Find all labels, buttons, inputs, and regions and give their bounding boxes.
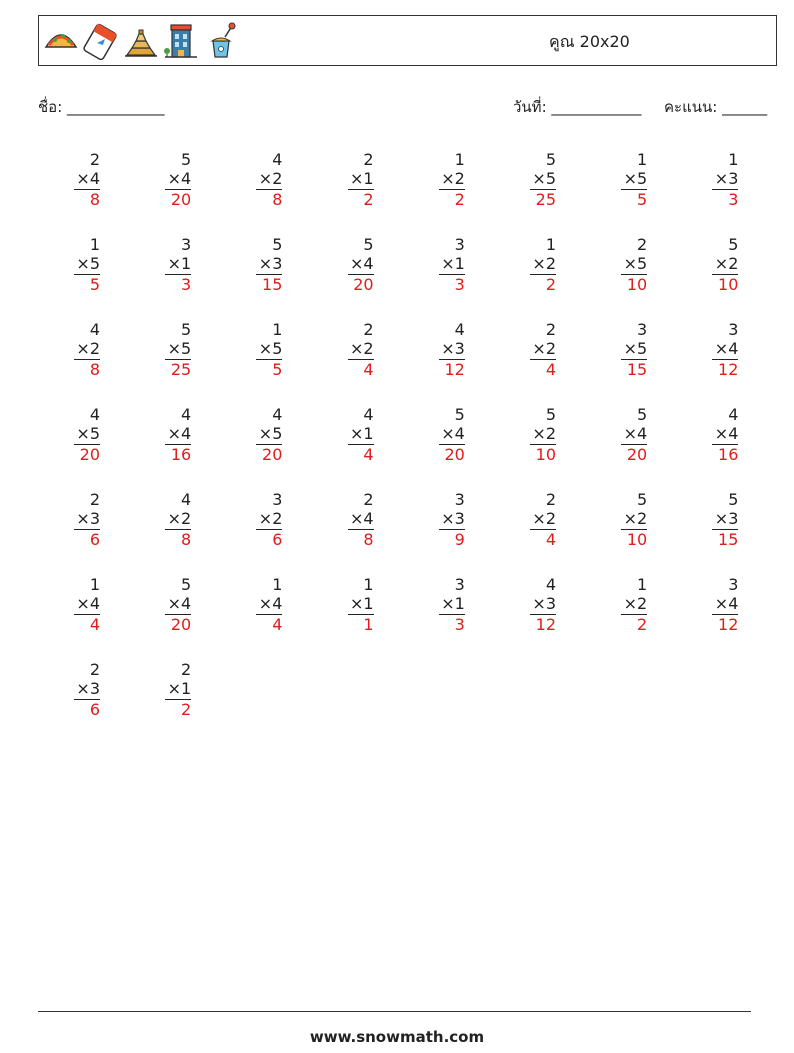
multiplier: ×5 bbox=[258, 339, 283, 358]
multiplicand: 3 bbox=[728, 575, 739, 594]
answer: 20 bbox=[170, 190, 192, 209]
multiplier: ×2 bbox=[532, 254, 556, 273]
problem-item bbox=[597, 575, 647, 634]
problem-item bbox=[232, 490, 282, 549]
answer: 4 bbox=[363, 445, 374, 464]
multiplicand: 3 bbox=[728, 320, 739, 339]
multiplier: ×2 bbox=[350, 339, 374, 358]
answer: 20 bbox=[262, 445, 283, 464]
multiplicand: 2 bbox=[363, 320, 374, 339]
multiplier: ×5 bbox=[76, 254, 100, 273]
answer: 8 bbox=[181, 530, 192, 549]
problem-item bbox=[688, 405, 738, 464]
multiplier: ×4 bbox=[350, 509, 374, 528]
problem-item bbox=[597, 320, 647, 379]
sand-bucket-icon bbox=[203, 21, 239, 63]
multiplier: ×3 bbox=[714, 169, 739, 188]
multiplicand: 3 bbox=[454, 235, 465, 254]
multiplicand: 2 bbox=[545, 320, 556, 339]
multiplicand: 5 bbox=[272, 235, 283, 254]
answer: 4 bbox=[545, 530, 556, 549]
multiplicand: 3 bbox=[637, 320, 648, 339]
date-field: วันที่: ____________ bbox=[513, 98, 642, 116]
multiplier: ×4 bbox=[350, 254, 374, 273]
problem-item bbox=[141, 235, 191, 294]
multiplicand: 5 bbox=[181, 320, 192, 339]
problem-item bbox=[232, 150, 282, 209]
multiplicand: 1 bbox=[89, 575, 100, 594]
multiplier: ×3 bbox=[76, 679, 100, 698]
answer: 25 bbox=[170, 360, 192, 379]
multiplier: ×1 bbox=[167, 254, 192, 273]
problem-item bbox=[597, 405, 647, 464]
answer: 16 bbox=[170, 445, 192, 464]
footer-site: www.snowmath.com bbox=[309, 1028, 485, 1046]
problem-item bbox=[324, 490, 374, 549]
multiplier: ×2 bbox=[258, 169, 283, 188]
multiplicand: 1 bbox=[272, 320, 283, 339]
problem-item bbox=[506, 405, 556, 464]
multiplier: ×3 bbox=[441, 509, 465, 528]
multiplicand: 4 bbox=[454, 320, 465, 339]
header-icons bbox=[43, 21, 239, 63]
problem-item bbox=[141, 575, 191, 634]
answer: 15 bbox=[718, 530, 739, 549]
multiplier: ×2 bbox=[258, 509, 283, 528]
answer: 4 bbox=[89, 615, 100, 634]
answer: 6 bbox=[89, 700, 100, 719]
answer: 15 bbox=[626, 360, 648, 379]
multiplier: ×2 bbox=[623, 509, 648, 528]
problem-item bbox=[688, 490, 738, 549]
multiplicand: 5 bbox=[728, 490, 739, 509]
problem-item bbox=[688, 235, 738, 294]
answer: 4 bbox=[363, 360, 374, 379]
multiplicand: 4 bbox=[89, 405, 100, 424]
score-field: คะแนน: ______ bbox=[664, 98, 768, 116]
multiplicand: 5 bbox=[637, 490, 648, 509]
answer: 6 bbox=[272, 530, 283, 549]
multiplier: ×3 bbox=[441, 339, 465, 358]
multiplier: ×3 bbox=[532, 594, 556, 613]
answer: 20 bbox=[353, 275, 374, 294]
problem-item bbox=[232, 575, 282, 634]
multiplicand: 5 bbox=[454, 405, 465, 424]
answer: 5 bbox=[89, 275, 100, 294]
answer: 15 bbox=[262, 275, 283, 294]
problem-item bbox=[232, 320, 282, 379]
multiplier: ×4 bbox=[714, 339, 739, 358]
multiplicand: 4 bbox=[272, 405, 283, 424]
answer: 12 bbox=[718, 615, 739, 634]
problem-item bbox=[597, 150, 647, 209]
problem-item bbox=[506, 150, 556, 209]
multiplicand: 5 bbox=[181, 575, 192, 594]
multiplicand: 5 bbox=[545, 150, 556, 169]
multiplicand: 1 bbox=[89, 235, 100, 254]
multiplier: ×2 bbox=[623, 594, 648, 613]
multiplier: ×1 bbox=[441, 594, 465, 613]
building-icon bbox=[163, 21, 199, 63]
problem-item bbox=[141, 660, 191, 719]
multiplier: ×2 bbox=[167, 509, 192, 528]
multiplier: ×2 bbox=[76, 339, 100, 358]
multiplier: ×4 bbox=[623, 424, 648, 443]
problem-item bbox=[688, 150, 738, 209]
problem-item bbox=[506, 320, 556, 379]
answer: 4 bbox=[272, 615, 283, 634]
answer: 25 bbox=[535, 190, 556, 209]
multiplicand: 2 bbox=[89, 150, 100, 169]
multiplicand: 4 bbox=[728, 405, 739, 424]
multiplier: ×3 bbox=[76, 509, 100, 528]
multiplier: ×1 bbox=[441, 254, 465, 273]
answer: 4 bbox=[545, 360, 556, 379]
multiplier: ×4 bbox=[167, 594, 192, 613]
problem-item bbox=[324, 235, 374, 294]
answer: 12 bbox=[718, 360, 739, 379]
multiplicand: 5 bbox=[545, 405, 556, 424]
answer: 9 bbox=[454, 530, 465, 549]
problem-item bbox=[415, 235, 465, 294]
answer: 10 bbox=[626, 530, 648, 549]
multiplicand: 1 bbox=[272, 575, 283, 594]
answer: 8 bbox=[89, 360, 100, 379]
multiplier: ×2 bbox=[714, 254, 739, 273]
problem-item bbox=[415, 490, 465, 549]
multiplicand: 4 bbox=[363, 405, 374, 424]
answer: 5 bbox=[637, 190, 648, 209]
multiplicand: 1 bbox=[728, 150, 739, 169]
taco-icon bbox=[43, 21, 79, 63]
pyramid-icon bbox=[123, 21, 159, 63]
answer: 2 bbox=[363, 190, 374, 209]
multiplicand: 2 bbox=[89, 660, 100, 679]
multiplier: ×5 bbox=[167, 339, 192, 358]
multiplier: ×5 bbox=[76, 424, 100, 443]
multiplier: ×3 bbox=[714, 509, 739, 528]
multiplicand: 2 bbox=[363, 490, 374, 509]
answer: 8 bbox=[363, 530, 374, 549]
multiplicand: 1 bbox=[363, 575, 374, 594]
problem-item bbox=[324, 575, 374, 634]
multiplicand: 2 bbox=[637, 235, 648, 254]
problem-item bbox=[597, 235, 647, 294]
multiplier: ×4 bbox=[76, 169, 100, 188]
problem-item bbox=[50, 150, 100, 209]
problem-item bbox=[415, 150, 465, 209]
multiplier: ×4 bbox=[76, 594, 100, 613]
answer: 3 bbox=[454, 275, 465, 294]
multiplier: ×4 bbox=[441, 424, 465, 443]
multiplier: ×1 bbox=[350, 424, 374, 443]
answer: 12 bbox=[444, 360, 465, 379]
multiplier: ×5 bbox=[258, 424, 283, 443]
multiplicand: 2 bbox=[545, 490, 556, 509]
multiplicand: 5 bbox=[728, 235, 739, 254]
answer: 8 bbox=[272, 190, 283, 209]
multiplicand: 1 bbox=[545, 235, 556, 254]
answer: 10 bbox=[535, 445, 556, 464]
problem-item bbox=[50, 320, 100, 379]
multiplicand: 1 bbox=[637, 575, 648, 594]
answer: 3 bbox=[181, 275, 192, 294]
multiplier: ×2 bbox=[532, 339, 556, 358]
answer: 20 bbox=[170, 615, 192, 634]
multiplicand: 5 bbox=[363, 235, 374, 254]
multiplier: ×1 bbox=[350, 169, 374, 188]
answer: 1 bbox=[363, 615, 374, 634]
multiplier: ×3 bbox=[258, 254, 283, 273]
problem-item bbox=[415, 575, 465, 634]
answer: 16 bbox=[718, 445, 739, 464]
multiplier: ×5 bbox=[623, 254, 648, 273]
problem-item bbox=[324, 150, 374, 209]
multiplier: ×4 bbox=[167, 169, 192, 188]
problem-item bbox=[232, 405, 282, 464]
answer: 12 bbox=[535, 615, 556, 634]
multiplicand: 3 bbox=[181, 235, 192, 254]
answer: 8 bbox=[89, 190, 100, 209]
multiplier: ×5 bbox=[623, 339, 648, 358]
problem-item bbox=[324, 320, 374, 379]
problem-item bbox=[50, 575, 100, 634]
answer: 2 bbox=[181, 700, 192, 719]
answer: 10 bbox=[718, 275, 739, 294]
problem-item bbox=[506, 235, 556, 294]
multiplicand: 4 bbox=[545, 575, 556, 594]
multiplicand: 1 bbox=[454, 150, 465, 169]
multiplier: ×4 bbox=[167, 424, 192, 443]
problem-item bbox=[688, 575, 738, 634]
answer: 3 bbox=[454, 615, 465, 634]
multiplicand: 2 bbox=[363, 150, 374, 169]
problem-item bbox=[50, 235, 100, 294]
multiplicand: 4 bbox=[181, 490, 192, 509]
boarding-pass-icon bbox=[83, 21, 119, 63]
problem-item bbox=[506, 575, 556, 634]
problem-item bbox=[506, 490, 556, 549]
footer-divider bbox=[38, 1011, 751, 1012]
multiplicand: 1 bbox=[637, 150, 648, 169]
answer: 20 bbox=[626, 445, 648, 464]
multiplicand: 2 bbox=[181, 660, 192, 679]
problem-item bbox=[50, 490, 100, 549]
problem-item bbox=[141, 405, 191, 464]
multiplicand: 4 bbox=[89, 320, 100, 339]
multiplier: ×1 bbox=[350, 594, 374, 613]
multiplier: ×4 bbox=[258, 594, 283, 613]
multiplicand: 2 bbox=[89, 490, 100, 509]
multiplier: ×4 bbox=[714, 424, 739, 443]
header-box bbox=[38, 15, 777, 66]
answer: 6 bbox=[89, 530, 100, 549]
problem-item bbox=[232, 235, 282, 294]
multiplier: ×2 bbox=[441, 169, 465, 188]
multiplier: ×1 bbox=[167, 679, 192, 698]
multiplicand: 3 bbox=[454, 490, 465, 509]
problem-item bbox=[415, 405, 465, 464]
problem-item bbox=[324, 405, 374, 464]
multiplicand: 3 bbox=[454, 575, 465, 594]
problem-item bbox=[688, 320, 738, 379]
multiplicand: 3 bbox=[272, 490, 283, 509]
answer: 2 bbox=[545, 275, 556, 294]
multiplier: ×5 bbox=[623, 169, 648, 188]
multiplicand: 4 bbox=[272, 150, 283, 169]
multiplier: ×4 bbox=[714, 594, 739, 613]
problem-item bbox=[50, 660, 100, 719]
problem-item bbox=[141, 150, 191, 209]
multiplier: ×5 bbox=[532, 169, 556, 188]
answer: 3 bbox=[728, 190, 739, 209]
answer: 5 bbox=[272, 360, 283, 379]
answer: 2 bbox=[454, 190, 465, 209]
problem-item bbox=[141, 490, 191, 549]
worksheet-title: คูณ 20x20 bbox=[549, 32, 630, 51]
problem-item bbox=[50, 405, 100, 464]
multiplicand: 5 bbox=[637, 405, 648, 424]
name-field: ชื่อ: _____________ bbox=[38, 98, 165, 116]
multiplier: ×2 bbox=[532, 424, 556, 443]
problem-item bbox=[415, 320, 465, 379]
problem-item bbox=[597, 490, 647, 549]
problem-item bbox=[141, 320, 191, 379]
answer: 20 bbox=[79, 445, 100, 464]
answer: 20 bbox=[444, 445, 465, 464]
answer: 2 bbox=[637, 615, 648, 634]
multiplier: ×2 bbox=[532, 509, 556, 528]
answer: 10 bbox=[626, 275, 648, 294]
multiplicand: 5 bbox=[181, 150, 192, 169]
multiplicand: 4 bbox=[181, 405, 192, 424]
